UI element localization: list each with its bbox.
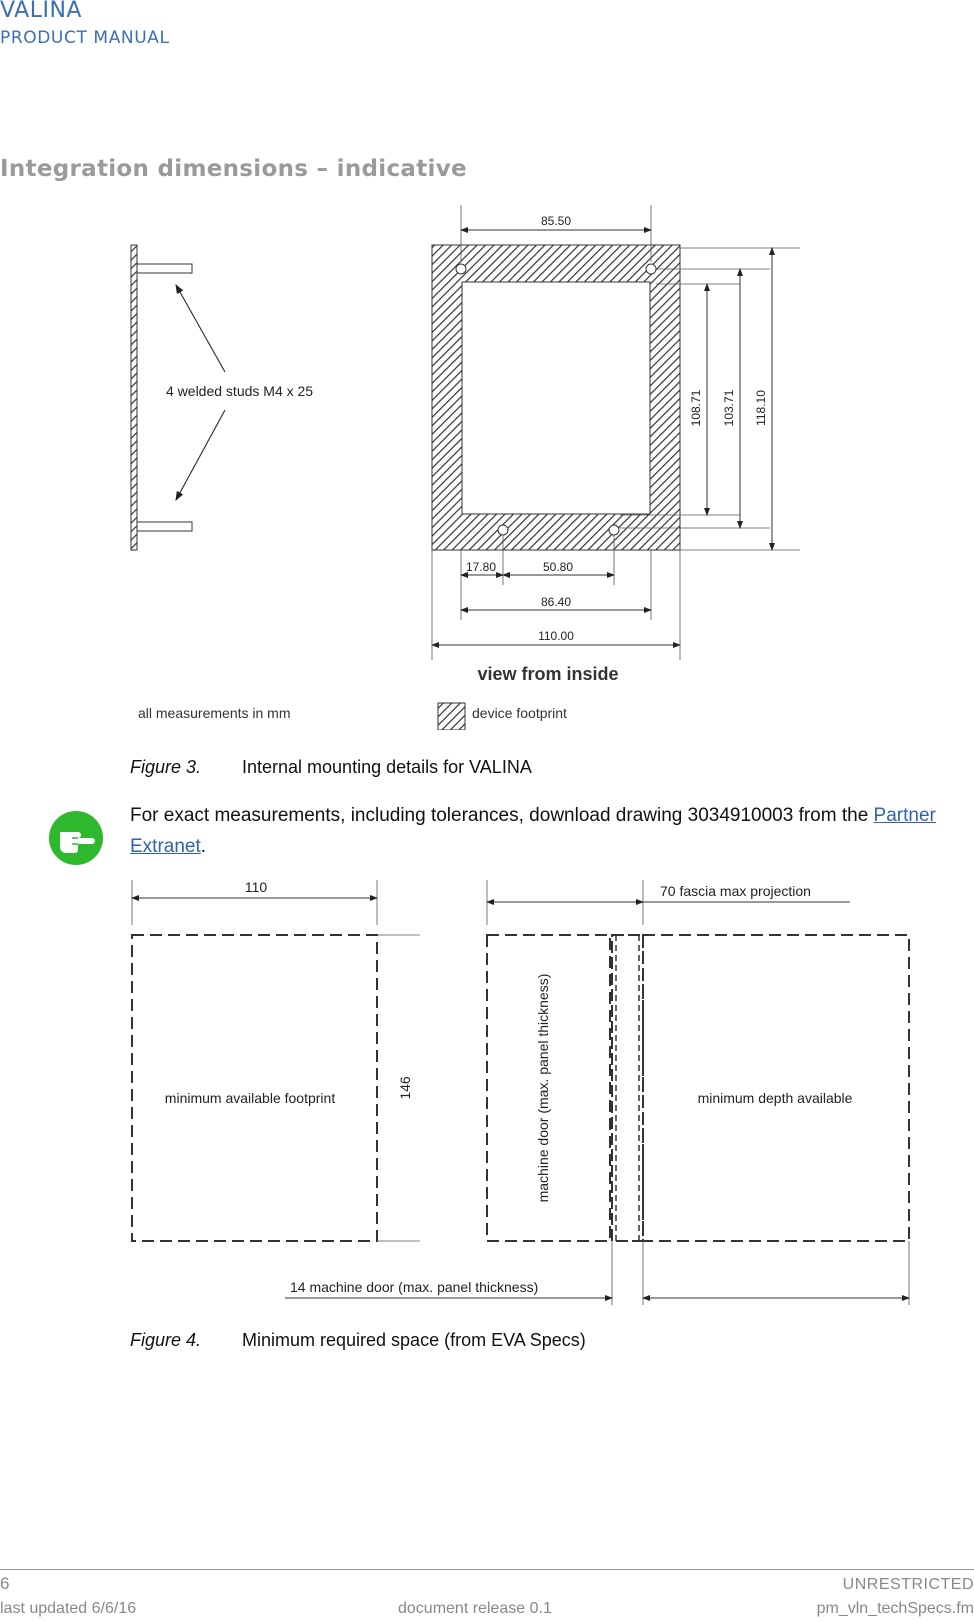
classification: UNRESTRICTED (842, 1576, 974, 1593)
dim-b2: 50.80 (542, 560, 574, 574)
stud-top (137, 264, 192, 273)
dim-v2: 103.71 (722, 389, 736, 427)
figure-3-drawing (0, 195, 974, 730)
dim-top: 85.50 (540, 214, 572, 228)
section-title: Integration dimensions – indicative (0, 156, 467, 182)
bottom-dim-label: 14 machine door (max. panel thickness) (290, 1279, 539, 1295)
dim-v1: 108.71 (689, 389, 703, 427)
document-release: document release 0.1 (398, 1600, 552, 1617)
view-label: view from inside (477, 664, 619, 684)
side-panel (131, 245, 137, 550)
pointing-hand-icon (48, 810, 104, 866)
figure-3-number: Figure 3. (130, 757, 202, 777)
header-product: VALINA (0, 0, 82, 23)
figure-3-caption (130, 757, 532, 778)
figure-4-drawing (0, 870, 974, 1305)
note-text-after: . (200, 836, 207, 857)
dim-b1: 17.80 (465, 560, 497, 574)
stud-bottom (137, 522, 192, 531)
dim-width: 110 (244, 879, 268, 895)
legend-swatch (438, 703, 465, 730)
footer-divider (0, 1569, 974, 1570)
partner-extranet-link[interactable]: Partner Extranet (130, 805, 936, 857)
footprint-label: minimum available footprint (164, 1090, 336, 1106)
footprint-box (132, 935, 377, 1241)
device-footprint (432, 245, 680, 550)
dim-v3: 118.10 (754, 390, 768, 426)
figure-4-number: Figure 4. (130, 1330, 202, 1350)
figure-4-caption-text: Minimum required space (from EVA Specs) (242, 1330, 586, 1350)
last-updated: last updated 6/6/16 (0, 1600, 137, 1617)
studs-label: 4 welded studs M4 x 25 (166, 383, 314, 399)
legend-label: device footprint (472, 705, 567, 721)
depth-label: minimum depth available (697, 1090, 853, 1106)
dim-height: 146 (397, 1076, 413, 1100)
header-manual: PRODUCT MANUAL (0, 28, 170, 48)
page-number: 6 (0, 1574, 10, 1593)
door-label: machine door (max. panel thickness) (535, 973, 551, 1203)
dim-b3: 86.40 (540, 595, 572, 609)
units-label: all measurements in mm (138, 705, 291, 721)
note-text (130, 800, 970, 862)
figure-3-caption-text: Internal mounting details for VALINA (242, 757, 532, 777)
note-text-before: For exact measurements, including tolerances, download drawing 3034910003 from the (130, 805, 874, 826)
dim-b4: 110.00 (538, 629, 574, 643)
depth-box (643, 935, 909, 1241)
fascia-label: 70 fascia max projection (660, 883, 811, 899)
source-file: pm_vln_techSpecs.fm (816, 1600, 974, 1617)
figure-4-caption (130, 1330, 586, 1351)
